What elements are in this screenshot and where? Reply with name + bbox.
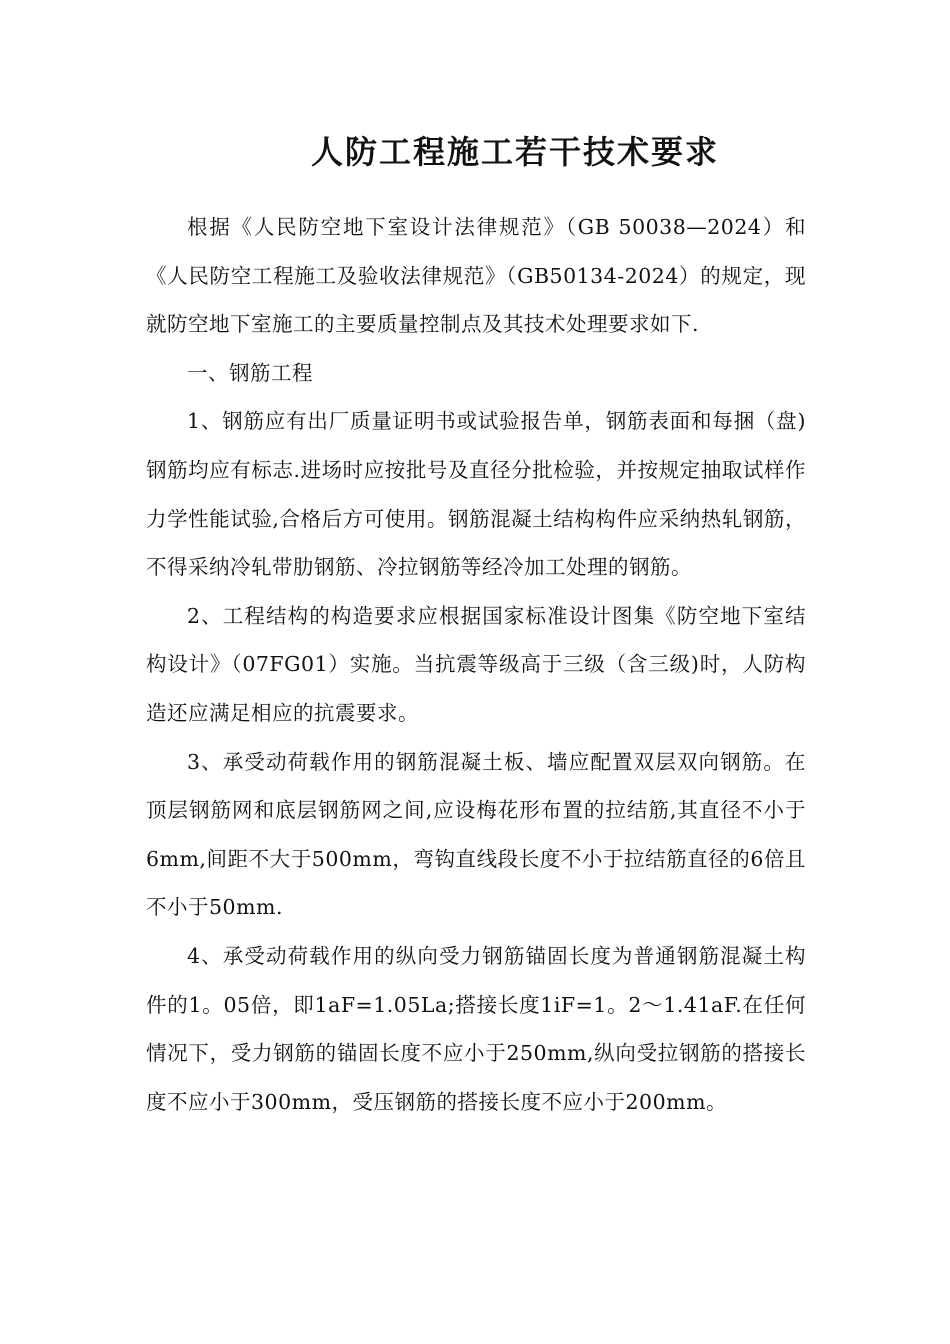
document-title: 人防工程施工若干技术要求 bbox=[310, 133, 719, 171]
section-heading-rebar: 一、钢筋工程 bbox=[187, 360, 313, 385]
paragraph-item-3: 3、承受动荷载作用的钢筋混凝土板、墙应配置双层双向钢筋。在顶层钢筋网和底层钢筋网之间,应设梅花形布置的拉结筋,其直径不小于6mm,间距不大于500mm，弯钩直线段长度不小于拉结筋直径的6倍且不小于50mm. bbox=[146, 749, 806, 920]
paragraph-item-4: 4、承受动荷载作用的纵向受力钢筋锚固长度为普通钢筋混凝土构件的1。05倍，即1aF=1.05La;搭接长度1iF=1。2～1.41aF.在任何情况下，受力钢筋的锚固长度不应小于250mm,纵向受拉钢筋的搭接长度不应小于300mm，受压钢筋的搭接长度不应小于200mm。 bbox=[146, 943, 806, 1114]
paragraph-item-1: 1、钢筋应有出厂质量证明书或试验报告单，钢筋表面和每捆（盘)钢筋均应有标志.进场时应按批号及直径分批检验，并按规定抽取试样作力学性能试验,合格后方可使用。钢筋混凝土结构构件应采纳热轧钢筋，不得采纳冷轧带肋钢筋、冷拉钢筋等经冷加工处理的钢筋。 bbox=[146, 409, 806, 580]
intro-paragraph: 根据《人民防空地下室设计法律规范》（GB 50038—2024）和《人民防空工程施工及验收法律规范》（GB50134-2024）的规定，现就防空地下室施工的主要质量控制点及其技术处理要求如下. bbox=[146, 215, 806, 337]
paragraph-item-2: 2、工程结构的构造要求应根据国家标准设计图集《防空地下室结构设计》（07FG01）实施。当抗震等级高于三级（含三级)时，人防构造还应满足相应的抗震要求。 bbox=[146, 603, 806, 725]
document-body bbox=[146, 203, 806, 1126]
